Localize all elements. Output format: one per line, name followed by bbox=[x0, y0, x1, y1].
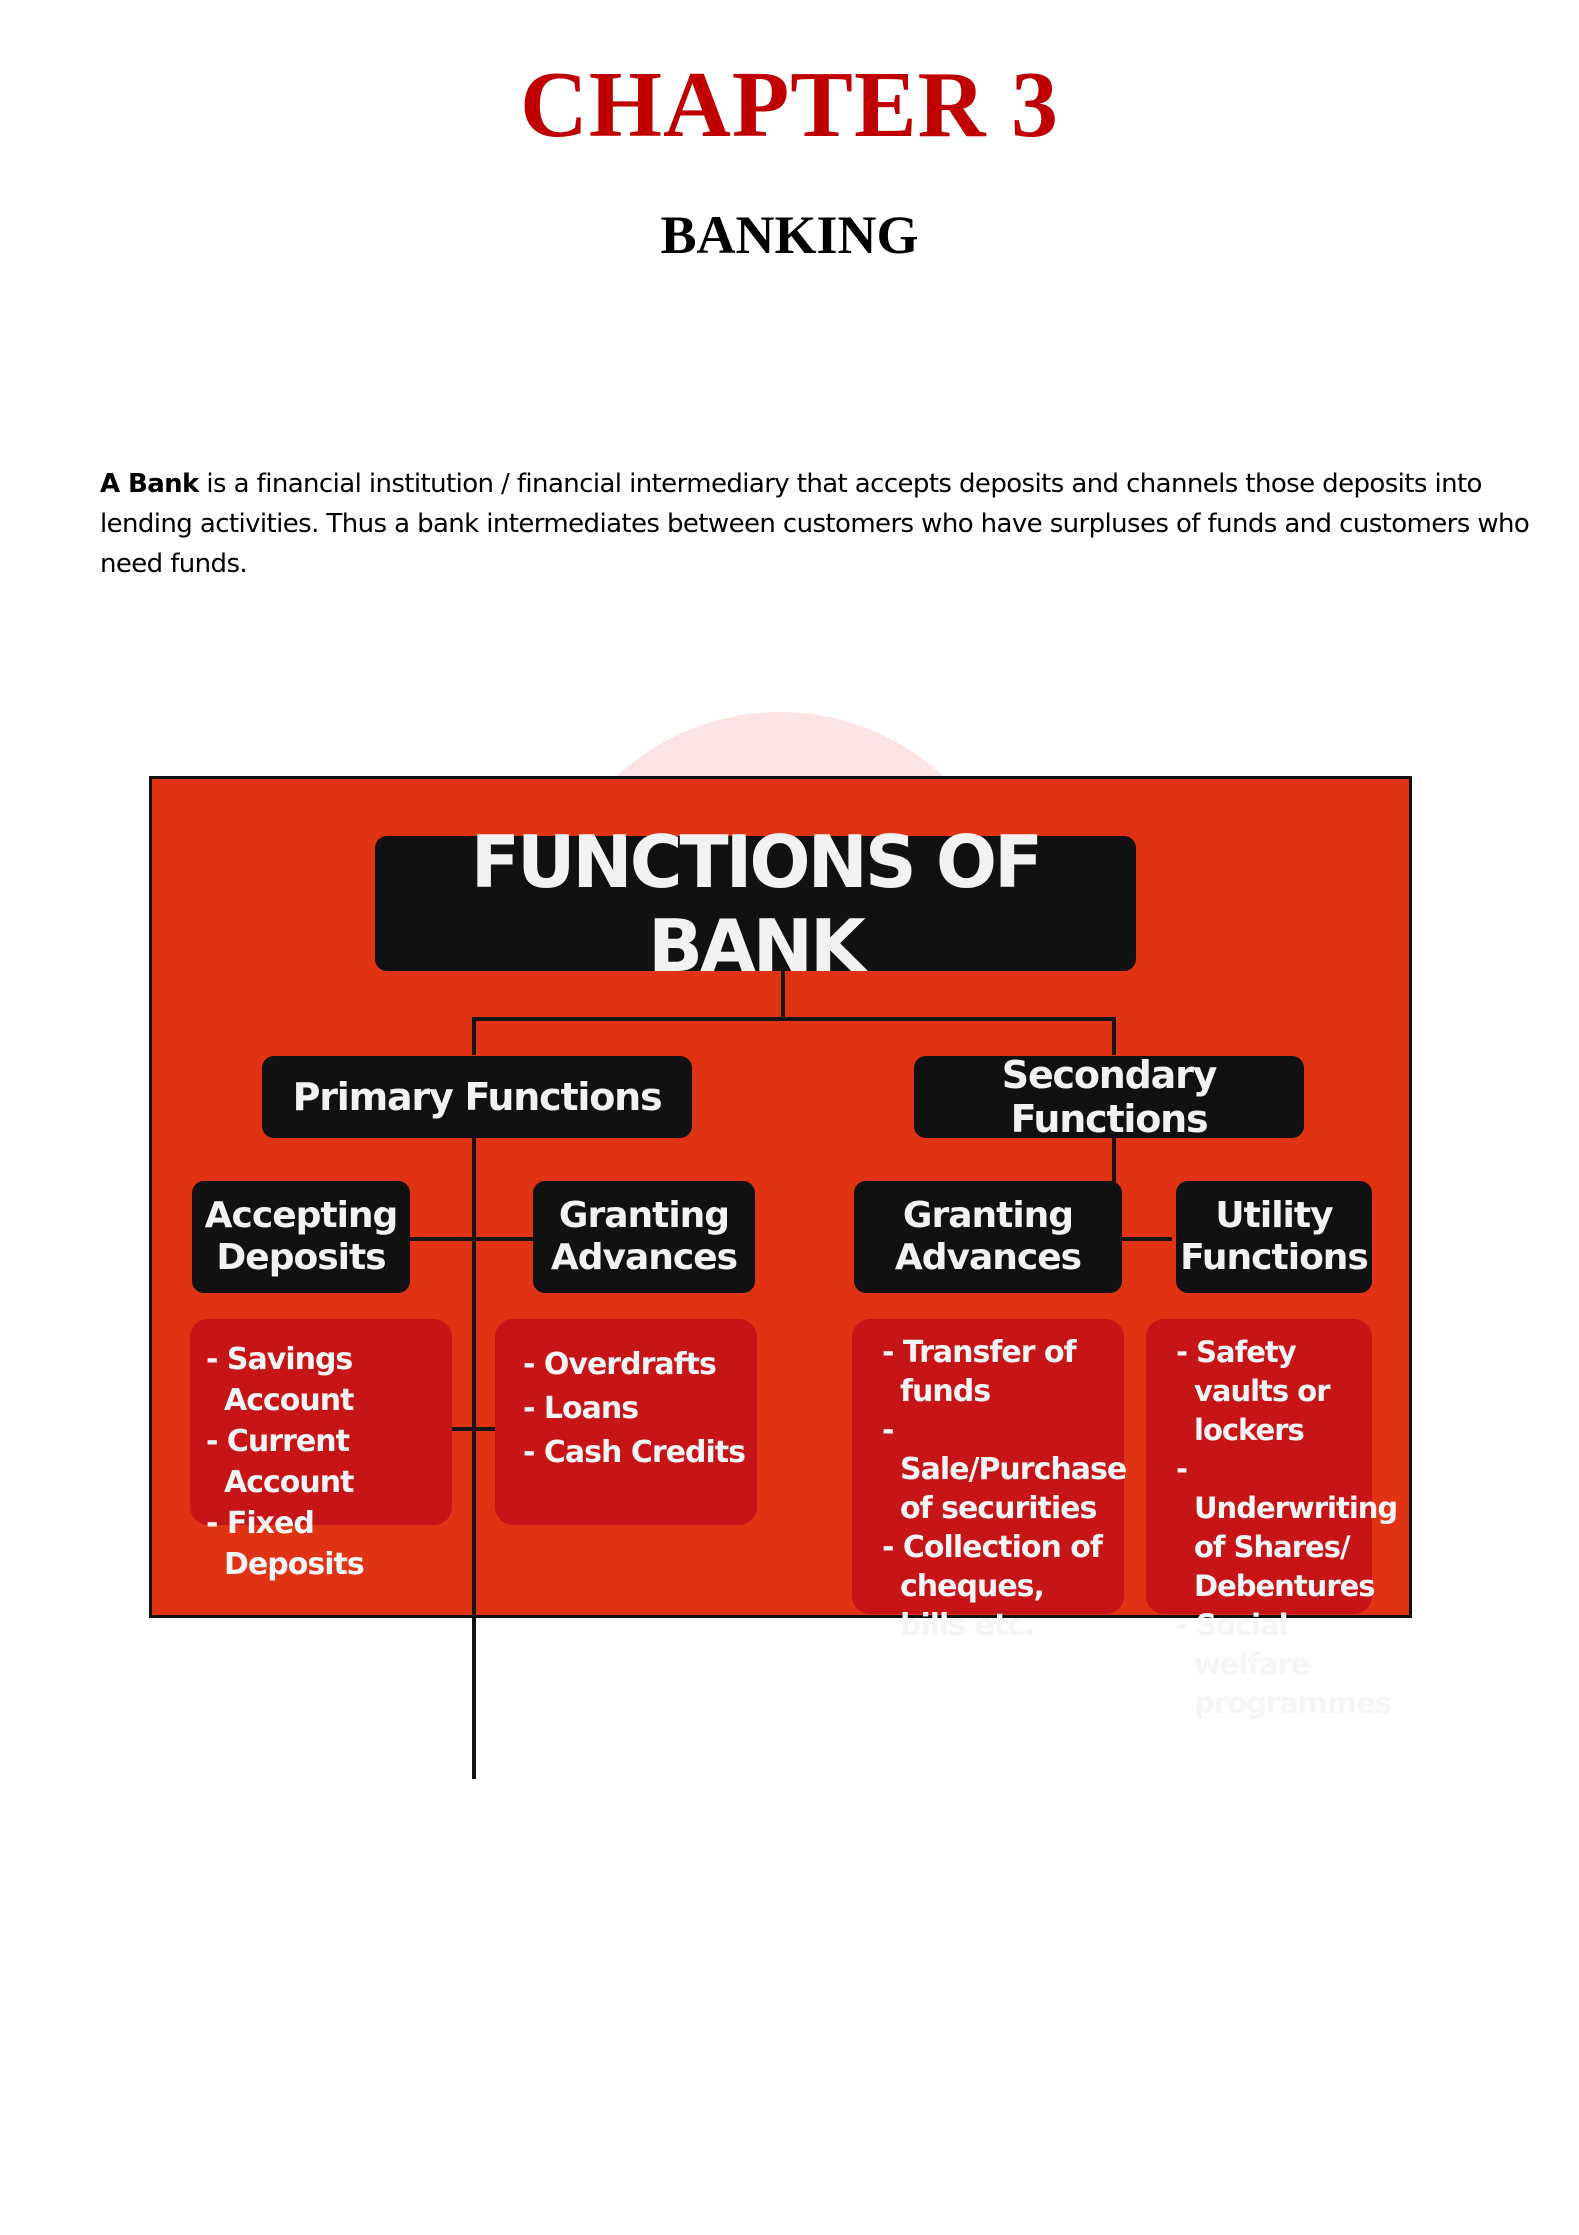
list-item: - Cash Credits bbox=[523, 1431, 745, 1475]
secondary-functions-node bbox=[914, 1053, 1304, 1141]
accepting-deposits-label-1: Accepting bbox=[204, 1195, 398, 1236]
intro-bold-lead: A Bank bbox=[100, 469, 199, 499]
utility-functions-label-2: Functions bbox=[1180, 1237, 1368, 1278]
primary-granting-advances-label-2: Advances bbox=[550, 1237, 738, 1278]
primary-functions-node bbox=[262, 1056, 692, 1138]
utility-functions-node bbox=[1176, 1181, 1372, 1293]
primary-granting-advances-list bbox=[495, 1319, 757, 1525]
list-item: - Savings Account bbox=[206, 1339, 440, 1421]
connector-horizontal-top bbox=[472, 1017, 1116, 1021]
intro-paragraph bbox=[100, 464, 1550, 584]
secondary-functions-label: Secondary Functions bbox=[1001, 1053, 1217, 1141]
chapter-subtitle: BANKING bbox=[660, 205, 919, 265]
list-item: - Transfer of funds bbox=[882, 1333, 1112, 1411]
secondary-granting-advances-label-1: Granting bbox=[902, 1195, 1074, 1236]
accepting-deposits-label-2: Deposits bbox=[216, 1237, 386, 1278]
list-item: - Current Account bbox=[206, 1421, 440, 1503]
primary-functions-label: Primary Functions bbox=[292, 1075, 662, 1119]
list-item: - Sale/Purchase of securities bbox=[882, 1411, 1112, 1528]
root-label: FUNCTIONS OF BANK bbox=[470, 819, 1041, 988]
utility-functions-label-1: Utility bbox=[1215, 1195, 1333, 1236]
list-item: - Social welfare programmes bbox=[1176, 1606, 1366, 1723]
root-node bbox=[375, 819, 1136, 988]
connector-primary-trunk bbox=[472, 1129, 476, 1779]
accepting-deposits-list bbox=[190, 1319, 452, 1582]
secondary-granting-advances-list bbox=[852, 1319, 1127, 1643]
list-item: - Underwriting of Shares/ Debentures bbox=[1176, 1450, 1366, 1606]
utility-functions-list bbox=[1146, 1319, 1398, 1720]
list-item: - Safety vaults or lockers bbox=[1176, 1333, 1366, 1450]
connector-primary-up bbox=[472, 1017, 476, 1055]
connector-secondary-up bbox=[1112, 1017, 1116, 1055]
accepting-deposits-node bbox=[192, 1181, 410, 1293]
list-item: - Overdrafts bbox=[523, 1343, 745, 1387]
primary-granting-advances-label-1: Granting bbox=[558, 1195, 730, 1236]
primary-granting-advances-node bbox=[533, 1181, 755, 1293]
list-item: - Loans bbox=[523, 1387, 745, 1431]
secondary-granting-advances-label-2: Advances bbox=[894, 1237, 1082, 1278]
functions-of-bank-diagram bbox=[149, 776, 1412, 1720]
connector-primary-branches bbox=[406, 1237, 536, 1241]
intro-text: is a financial institution / financial intermediary that accepts deposits and channels those deposits into lending activities. Thus a bank intermediates between customers who have surpluses of funds and customers who need funds. bbox=[100, 469, 1530, 579]
chapter-title: CHAPTER 3 bbox=[519, 53, 1060, 157]
list-item: - Fixed Deposits bbox=[206, 1503, 440, 1585]
secondary-granting-advances-node bbox=[854, 1181, 1122, 1293]
list-item: - Collection of cheques, bills etc. bbox=[882, 1528, 1112, 1645]
